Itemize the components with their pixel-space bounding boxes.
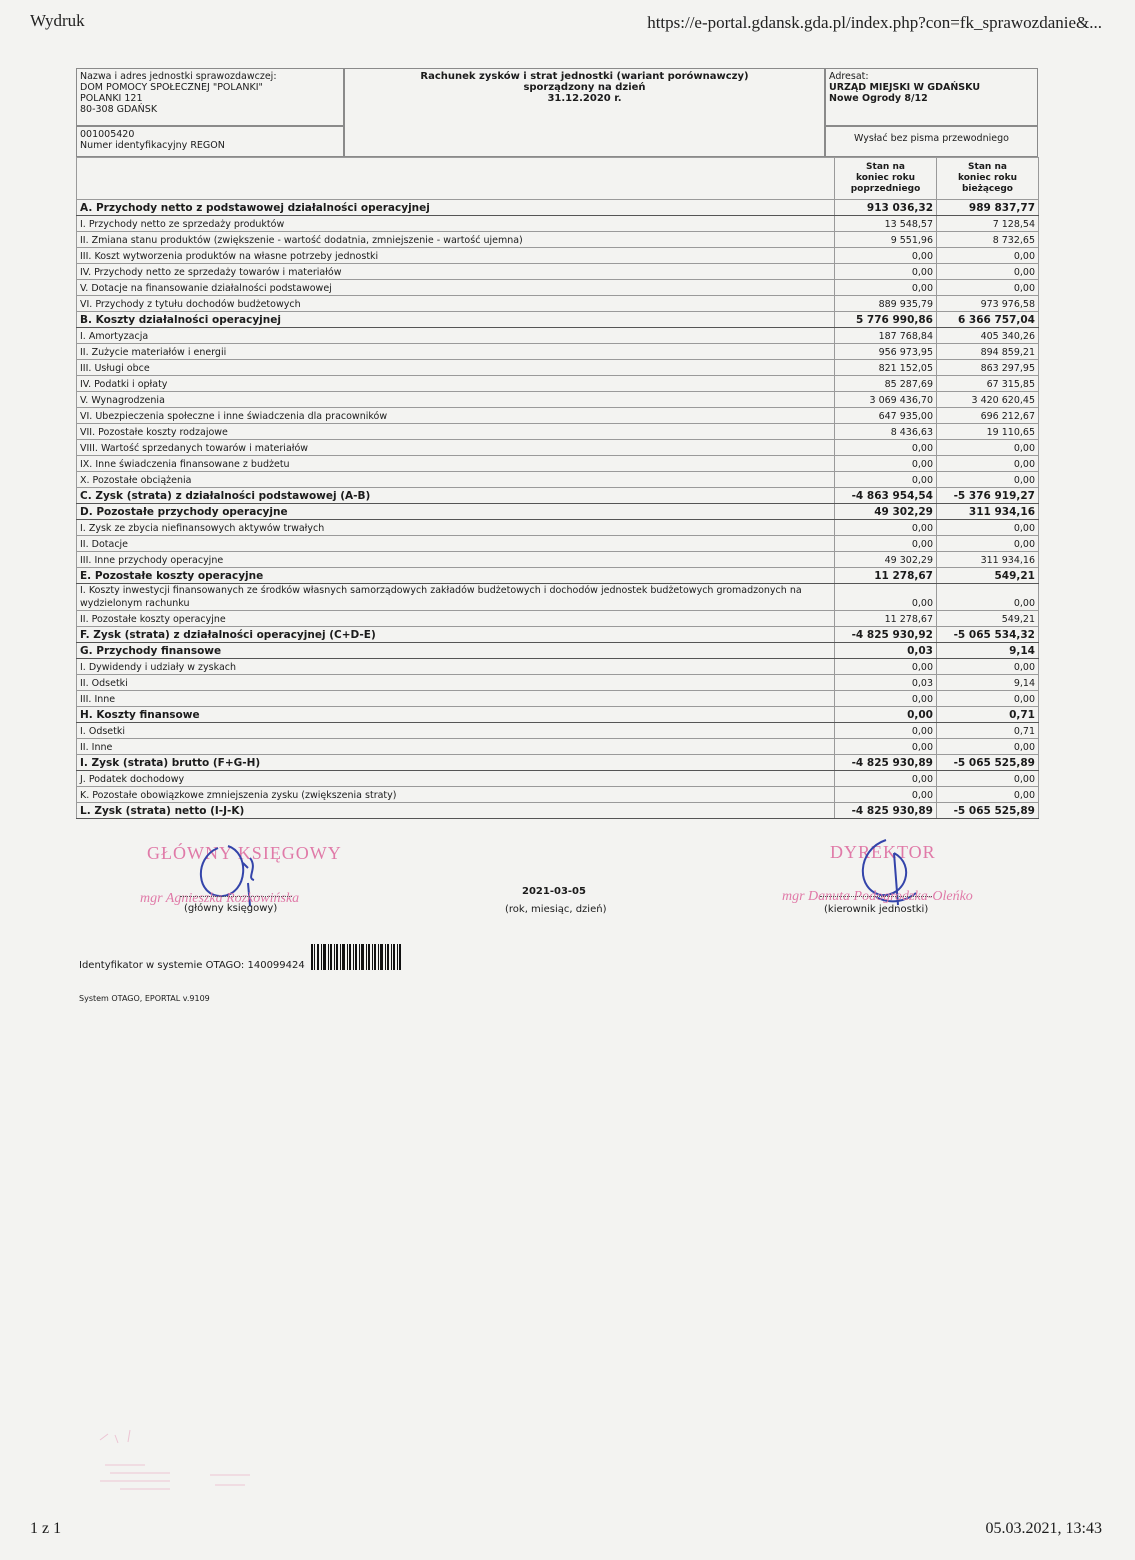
table-row	[77, 312, 1039, 328]
page-number: 1 z 1	[30, 1520, 62, 1537]
signature-line-left	[180, 896, 292, 897]
row-label: X. Pozostałe obciążenia	[77, 472, 835, 488]
row-prev-value: 0,00	[835, 536, 937, 552]
row-prev-value: 0,00	[835, 280, 937, 296]
signature-date: 2021-03-05	[522, 886, 586, 897]
row-prev-value: 889 935,79	[835, 296, 937, 312]
row-prev-value: 0,00	[835, 456, 937, 472]
row-prev-value: 0,00	[835, 659, 937, 675]
row-current-value: 311 934,16	[937, 504, 1039, 520]
table-row	[77, 584, 1039, 611]
row-current-value: 0,00	[937, 739, 1039, 755]
row-label: V. Dotacje na finansowanie działalności podstawowej	[77, 280, 835, 296]
row-current-value: 973 976,58	[937, 296, 1039, 312]
row-label: II. Dotacje	[77, 536, 835, 552]
table-row	[77, 248, 1039, 264]
print-title: Wydruk	[30, 11, 85, 30]
table-row	[77, 280, 1039, 296]
row-current-value: 0,71	[937, 707, 1039, 723]
row-label: II. Odsetki	[77, 675, 835, 691]
table-row	[77, 376, 1039, 392]
table-row	[77, 200, 1039, 216]
row-prev-value: 0,00	[835, 264, 937, 280]
table-row	[77, 408, 1039, 424]
table-row	[77, 472, 1039, 488]
row-current-value: 7 128,54	[937, 216, 1039, 232]
row-label: J. Podatek dochodowy	[77, 771, 835, 787]
row-label: IV. Przychody netto ze sprzedaży towarów i materiałów	[77, 264, 835, 280]
row-label: D. Pozostałe przychody operacyjne	[77, 504, 835, 520]
unit-info-box	[76, 68, 344, 126]
table-row	[77, 344, 1039, 360]
unit-label: Nazwa i adres jednostki sprawozdawczej:	[80, 71, 277, 82]
row-prev-value: -4 825 930,92	[835, 627, 937, 643]
table-row	[77, 456, 1039, 472]
row-prev-value: 0,03	[835, 643, 937, 659]
row-current-value: 0,00	[937, 440, 1039, 456]
report-date: 31.12.2020 r.	[547, 93, 622, 104]
row-current-value: 8 732,65	[937, 232, 1039, 248]
report-title-box	[344, 68, 825, 157]
table-row	[77, 643, 1039, 659]
table-row	[77, 771, 1039, 787]
row-label: F. Zysk (strata) z działalności operacyjnej (C+D-E)	[77, 627, 835, 643]
signature-date-caption: (rok, miesiąc, dzień)	[505, 904, 607, 915]
table-row	[77, 520, 1039, 536]
table-row	[77, 360, 1039, 376]
chief-accountant-name: mgr Agnieszka Rozkowińska	[140, 891, 300, 906]
row-current-value: 894 859,21	[937, 344, 1039, 360]
unit-name: DOM POMOCY SPOŁECZNEJ "POLANKI"	[80, 82, 263, 93]
table-row	[77, 264, 1039, 280]
header-label-cell	[77, 158, 835, 200]
row-prev-value: 0,03	[835, 675, 937, 691]
row-label: III. Usługi obce	[77, 360, 835, 376]
row-label: C. Zysk (strata) z działalności podstawowej (A-B)	[77, 488, 835, 504]
otago-identifier: Identyfikator w systemie OTAGO: 140099424	[79, 960, 305, 971]
row-label: VI. Ubezpieczenia społeczne i inne świadczenia dla pracowników	[77, 408, 835, 424]
table-row	[77, 216, 1039, 232]
row-current-value: -5 065 534,32	[937, 627, 1039, 643]
row-prev-value: 913 036,32	[835, 200, 937, 216]
unit-street: POLANKI 121	[80, 93, 143, 104]
row-current-value: 9,14	[937, 675, 1039, 691]
row-current-value: 0,00	[937, 280, 1039, 296]
report-title: Rachunek zysków i strat jednostki (wariant porównawczy)	[420, 71, 749, 82]
system-version: System OTAGO, EPORTAL v.9109	[79, 994, 210, 1003]
addressee-name: URZĄD MIEJSKI W GDAŃSKU	[829, 82, 981, 93]
row-prev-value: 0,00	[835, 787, 937, 803]
row-current-value: 19 110,65	[937, 424, 1039, 440]
table-row	[77, 803, 1039, 819]
row-current-value: 0,00	[937, 536, 1039, 552]
table-row	[77, 536, 1039, 552]
table-row	[77, 568, 1039, 584]
row-current-value: 67 315,85	[937, 376, 1039, 392]
row-prev-value: -4 863 954,54	[835, 488, 937, 504]
row-current-value: 405 340,26	[937, 328, 1039, 344]
table-header-row	[77, 158, 1039, 200]
table-row	[77, 675, 1039, 691]
table-row	[77, 552, 1039, 568]
row-current-value: 9,14	[937, 643, 1039, 659]
row-label: V. Wynagrodzenia	[77, 392, 835, 408]
print-url: https://e-portal.gdansk.gda.pl/index.php?con=fk_sprawozdanie&...	[647, 13, 1102, 32]
table-row	[77, 328, 1039, 344]
header-current-year: Stan na koniec roku bieżącego	[937, 158, 1039, 200]
row-label: II. Zużycie materiałów i energii	[77, 344, 835, 360]
row-label: IX. Inne świadczenia finansowane z budżetu	[77, 456, 835, 472]
director-stamp: DYREKTOR	[830, 842, 936, 862]
row-label: II. Zmiana stanu produktów (zwiększenie - wartość dodatnia, zmniejszenie - wartość ujemna)	[77, 232, 835, 248]
row-current-value: 0,00	[937, 659, 1039, 675]
director-role: (kierownik jednostki)	[824, 904, 929, 915]
row-current-value: 0,71	[937, 723, 1039, 739]
row-prev-value: 0,00	[835, 723, 937, 739]
row-label: VIII. Wartość sprzedanych towarów i materiałów	[77, 440, 835, 456]
row-label: B. Koszty działalności operacyjnej	[77, 312, 835, 328]
table-row	[77, 440, 1039, 456]
table-row	[77, 691, 1039, 707]
row-current-value: 0,00	[937, 787, 1039, 803]
row-current-value: 549,21	[937, 611, 1039, 627]
chief-accountant-role: (główny księgowy)	[184, 903, 278, 914]
row-label: H. Koszty finansowe	[77, 707, 835, 723]
row-prev-value: 0,00	[835, 248, 937, 264]
table-row	[77, 296, 1039, 312]
chief-accountant-stamp: GŁÓWNY KSIĘGOWY	[147, 843, 342, 863]
row-current-value: 549,21	[937, 568, 1039, 584]
row-prev-value: 0,00	[835, 691, 937, 707]
row-current-value: 0,00	[937, 771, 1039, 787]
print-timestamp: 05.03.2021, 13:43	[985, 1520, 1102, 1537]
table-row	[77, 232, 1039, 248]
report-header	[76, 68, 1038, 157]
table-row	[77, 392, 1039, 408]
row-prev-value: 0,00	[835, 584, 937, 611]
row-prev-value: 85 287,69	[835, 376, 937, 392]
send-note: Wysłać bez pisma przewodniego	[825, 126, 1038, 157]
row-label: K. Pozostałe obowiązkowe zmniejszenia zysku (zwiększenia straty)	[77, 787, 835, 803]
row-label: II. Pozostałe koszty operacyjne	[77, 611, 835, 627]
row-current-value: 863 297,95	[937, 360, 1039, 376]
row-prev-value: 0,00	[835, 520, 937, 536]
row-prev-value: 9 551,96	[835, 232, 937, 248]
table-row	[77, 723, 1039, 739]
row-label: A. Przychody netto z podstawowej działalności operacyjnej	[77, 200, 835, 216]
row-current-value: 989 837,77	[937, 200, 1039, 216]
row-prev-value: -4 825 930,89	[835, 755, 937, 771]
row-prev-value: 5 776 990,86	[835, 312, 937, 328]
row-label: III. Inne	[77, 691, 835, 707]
row-current-value: 0,00	[937, 248, 1039, 264]
row-current-value: 311 934,16	[937, 552, 1039, 568]
row-current-value: 0,00	[937, 520, 1039, 536]
row-current-value: 6 366 757,04	[937, 312, 1039, 328]
row-prev-value: 11 278,67	[835, 611, 937, 627]
faint-bleedthrough-marks	[90, 1415, 310, 1515]
row-label: E. Pozostałe koszty operacyjne	[77, 568, 835, 584]
row-label: II. Inne	[77, 739, 835, 755]
row-prev-value: 49 302,29	[835, 504, 937, 520]
row-prev-value: 956 973,95	[835, 344, 937, 360]
row-prev-value: 821 152,05	[835, 360, 937, 376]
table-row	[77, 739, 1039, 755]
table-row	[77, 659, 1039, 675]
row-prev-value: -4 825 930,89	[835, 803, 937, 819]
row-current-value: 0,00	[937, 456, 1039, 472]
row-label: G. Przychody finansowe	[77, 643, 835, 659]
row-label: VI. Przychody z tytułu dochodów budżetowych	[77, 296, 835, 312]
row-prev-value: 8 436,63	[835, 424, 937, 440]
addressee-label: Adresat:	[829, 71, 869, 82]
table-row	[77, 504, 1039, 520]
unit-city: 80-308 GDAŃSK	[80, 104, 158, 115]
regon-label: Numer identyfikacyjny REGON	[80, 140, 225, 151]
row-prev-value: 647 935,00	[835, 408, 937, 424]
row-current-value: 3 420 620,45	[937, 392, 1039, 408]
row-label: I. Zysk ze zbycia niefinansowych aktywów trwałych	[77, 520, 835, 536]
row-label: I. Odsetki	[77, 723, 835, 739]
header-prev-year: Stan na koniec roku poprzedniego	[835, 158, 937, 200]
director-name: mgr Danuta Podogrodzka-Oleńko	[782, 889, 973, 904]
row-label: I. Zysk (strata) brutto (F+G-H)	[77, 755, 835, 771]
table-row	[77, 424, 1039, 440]
row-prev-value: 0,00	[835, 739, 937, 755]
regon-box	[76, 126, 344, 157]
report-subtitle: sporządzony na dzień	[523, 82, 646, 93]
table-row	[77, 488, 1039, 504]
row-prev-value: 187 768,84	[835, 328, 937, 344]
row-current-value: 696 212,67	[937, 408, 1039, 424]
signature-line-right	[820, 896, 932, 897]
addressee-street: Nowe Ogrody 8/12	[829, 93, 928, 104]
row-label: III. Koszt wytworzenia produktów na własne potrzeby jednostki	[77, 248, 835, 264]
row-current-value: 0,00	[937, 472, 1039, 488]
row-prev-value: 11 278,67	[835, 568, 937, 584]
row-prev-value: 49 302,29	[835, 552, 937, 568]
row-label: I. Koszty inwestycji finansowanych ze środków własnych samorządowych zakładów budżetowych i dochodów jednostek budżetowych gromadzonych na wydzielonym rachunku	[77, 584, 835, 611]
table-row	[77, 611, 1039, 627]
row-prev-value: 0,00	[835, 771, 937, 787]
row-label: I. Amortyzacja	[77, 328, 835, 344]
row-current-value: -5 376 919,27	[937, 488, 1039, 504]
row-current-value: -5 065 525,89	[937, 755, 1039, 771]
row-label: VII. Pozostałe koszty rodzajowe	[77, 424, 835, 440]
row-label: IV. Podatki i opłaty	[77, 376, 835, 392]
row-current-value: 0,00	[937, 264, 1039, 280]
row-prev-value: 0,00	[835, 440, 937, 456]
row-prev-value: 0,00	[835, 472, 937, 488]
row-prev-value: 0,00	[835, 707, 937, 723]
table-row	[77, 627, 1039, 643]
row-prev-value: 3 069 436,70	[835, 392, 937, 408]
row-label: I. Przychody netto ze sprzedaży produktów	[77, 216, 835, 232]
table-row	[77, 787, 1039, 803]
table-row	[77, 755, 1039, 771]
income-statement-table	[76, 157, 1039, 819]
row-current-value: 0,00	[937, 691, 1039, 707]
row-prev-value: 13 548,57	[835, 216, 937, 232]
barcode-icon	[311, 944, 401, 970]
row-label: L. Zysk (strata) netto (I-J-K)	[77, 803, 835, 819]
row-current-value: -5 065 525,89	[937, 803, 1039, 819]
table-row	[77, 707, 1039, 723]
addressee-box	[825, 68, 1038, 126]
row-label: III. Inne przychody operacyjne	[77, 552, 835, 568]
row-label: I. Dywidendy i udziały w zyskach	[77, 659, 835, 675]
row-current-value: 0,00	[937, 584, 1039, 611]
regon-value: 001005420	[80, 129, 135, 140]
